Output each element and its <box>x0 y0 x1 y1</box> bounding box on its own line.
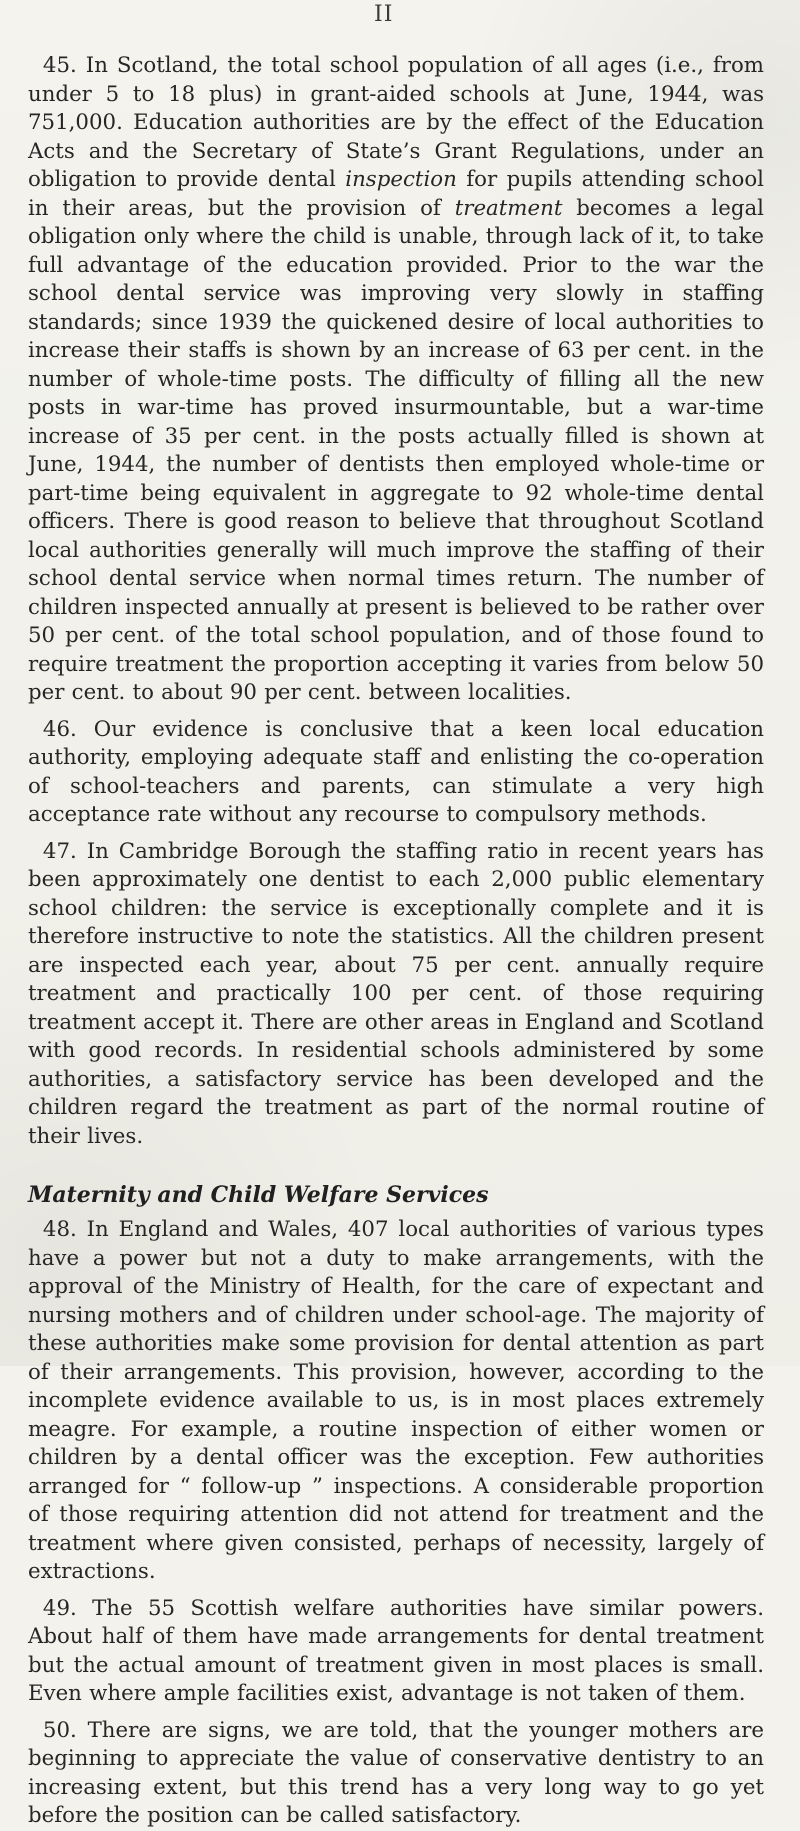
paragraph-50: 50. There are signs, we are told, that the younger mothers are beginning to appreciate the value of conservative dentistry to an increasing extent, but this trend has a very long way to go yet before the position can be called satisfactory. <box>28 1717 764 1828</box>
page-number: II <box>374 2 394 27</box>
paragraph-47: 47. In Cambridge Borough the staffing ratio in recent years has been approximately one dentist to each 2,000 public elementary school children: the service is exceptionally complete and it is therefore instructive to note the statistics. All the children present are inspected each year, about 75 per cent. annually require treatment and practically 100 per cent. of those requiring treatment accept it. There are other areas in England and Scotland with good records. In residential schools administered by some authorities, a satisfactory service has been developed and the children regard the treatment as part of the normal routine of their lives. <box>28 838 764 1149</box>
emphasis-treatment: treatment <box>454 195 563 221</box>
paragraph-46: 46. Our evidence is conclusive that a keen local education authority, employing adequate staff and enlisting the co-operation of school-teachers and parents, can stimulate a very high acceptance rate without any recourse to compulsory methods. <box>28 716 764 827</box>
paragraph-48: 48. In England and Wales, 407 local authorities of various types have a power but not a duty to make arrangements, with the approval of the Ministry of Health, for the care of expectant and nursing mothers and of children under school-age. The majority of these authorities make some provision for dental attention as part of their arrangements. This provision, however, according to the incomplete evidence available to us, is in most places extremely meagre. For example, a routine inspection of either women or children by a dental officer was the exception. Few authorities arranged for “ follow-up ” inspections. A considerable proportion of those requiring attention did not attend for treatment and the treatment where given consisted, perhaps of necessity, largely of extractions. <box>28 1217 764 1584</box>
paragraph-45-part-2: for pupils attending school in their areas, but the provision of <box>28 167 764 221</box>
emphasis-inspection: inspection <box>345 167 457 192</box>
paragraph-45 <box>28 52 764 708</box>
paragraph-45-part-1: 45. In Scotland, the total school population of all ages (i.e., from under 5 to 18 plus) in grant-aided schools at June, 1944, was 751,000. Education authorities are by the effect of the Education Acts and the Secretary of State’s Grant Regulations, under an obligation to provide dental <box>28 53 764 192</box>
paragraph-45-part-3: becomes a legal obligation only where the child is unable, through lack of it, to take full advantage of the education provided. Prior to the war the school dental service was improving very slowly in staffing standards; since 1939 the quickened desire of local authorities to increase their staffs is shown by an increase of 63 per cent. in the number of whole-time posts. The difficulty of filling all the new posts in war-time has proved insurmountable, but a war-time increase of 35 per cent. in the posts actually filled is shown at June, 1944, the number of dentists then employed whole-time or part-time being equivalent in aggregate to 92 whole-time dental officers. There is good reason to believe that throughout Scotland local authorities generally will much improve the staffing of their school dental service when normal times return. The number of children inspected annually at present is believed to be rather over 50 per cent. of the total school population, and of those found to require treatment the proportion accepting it varies from below 50 per cent. to about 90 per cent. between localities. <box>28 195 764 705</box>
paragraph-49: 49. The 55 Scottish welfare authorities have similar powers. About half of them have made arrangements for dental treatment but the actual amount of treatment given in most places is small. Even where ample facilities exist, advantage is not taken of them. <box>28 1595 764 1706</box>
section-heading: Maternity and Child Welfare Services <box>28 1182 489 1208</box>
